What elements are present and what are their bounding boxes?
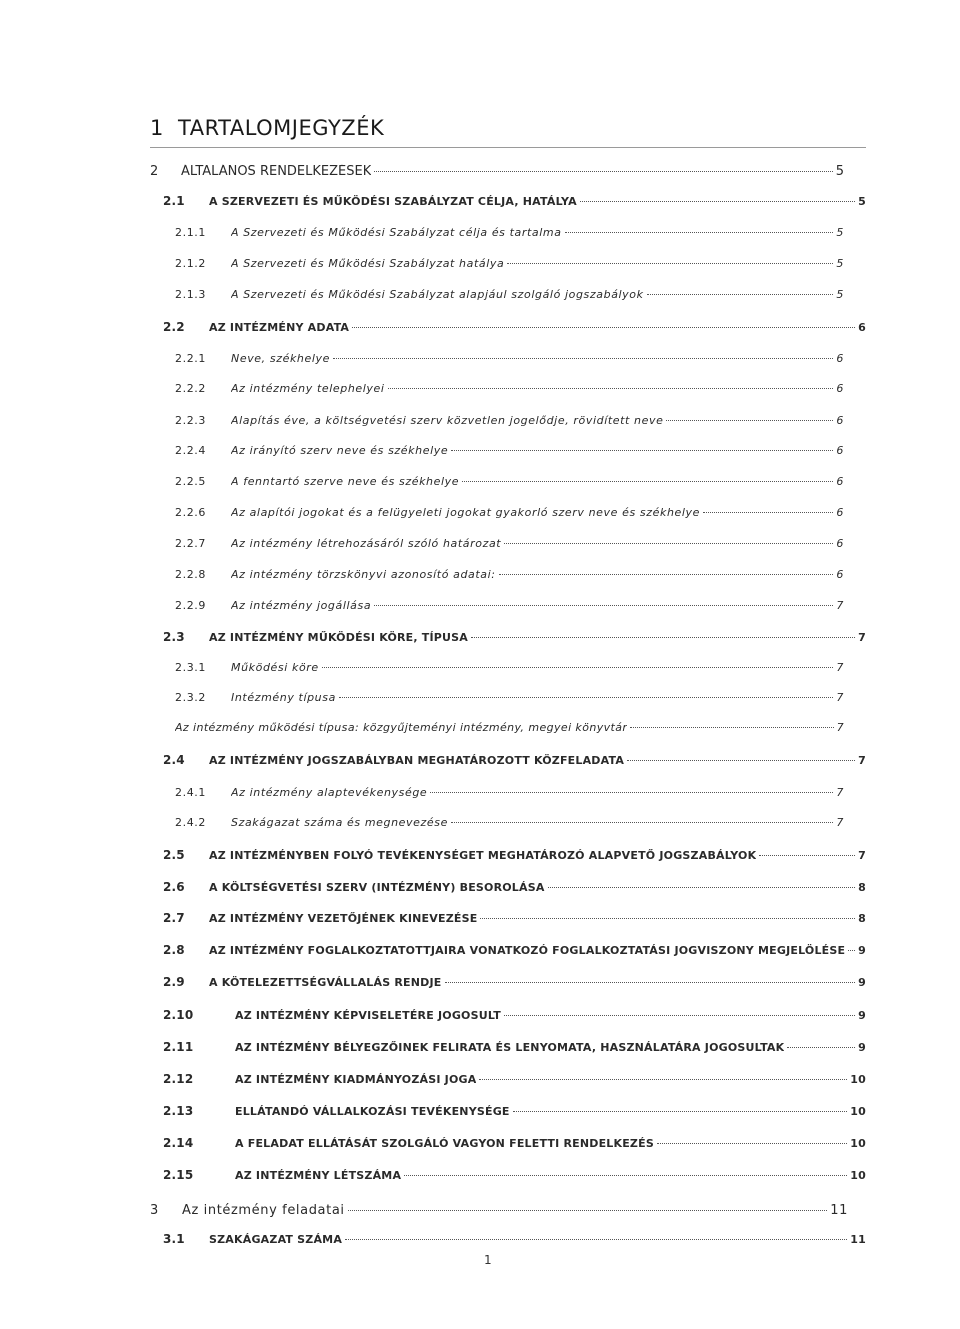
toc-page: 11 xyxy=(830,1203,848,1218)
toc-title: ÁLTALÁNOS RENDELKEZÉSEK xyxy=(181,164,372,179)
toc-title: A FELADAT ELLÁTÁSÁT SZOLGÁLÓ VAGYON FELETTI RENDELKEZÉS xyxy=(235,1137,654,1150)
toc-number: 2.2.3 xyxy=(175,414,206,427)
toc-number: 2.13 xyxy=(163,1104,194,1118)
page-number: 1 xyxy=(484,1253,492,1267)
toc-title: AZ INTÉZMÉNY ADATA xyxy=(209,321,350,334)
toc-leader xyxy=(430,792,833,793)
toc-page: 10 xyxy=(850,1137,866,1150)
toc-leader xyxy=(666,420,833,421)
toc-title: A SZERVEZETI ÉS MŰKÖDÉSI SZABÁLYZAT CÉLJA, HATÁLYA xyxy=(209,195,577,208)
title-text: TARTALOMJEGYZÉK xyxy=(178,116,385,140)
toc-page: 6 xyxy=(836,568,844,581)
toc-number: 2.8 xyxy=(163,943,185,957)
toc-entry[interactable] xyxy=(175,226,844,239)
toc-leader xyxy=(462,481,833,482)
toc-entry[interactable] xyxy=(163,911,866,925)
toc-number: 3 xyxy=(150,1203,159,1218)
toc-leader xyxy=(647,294,834,295)
toc-number: 2.3.1 xyxy=(175,661,206,674)
toc-leader xyxy=(374,171,832,172)
toc-leader xyxy=(507,263,833,264)
toc-number: 2.2.9 xyxy=(175,599,206,612)
toc-leader xyxy=(565,232,834,233)
toc-title: Az intézmény feladatai xyxy=(182,1203,345,1218)
toc-page: 11 xyxy=(850,1233,866,1246)
toc-entry[interactable] xyxy=(163,1168,866,1182)
toc-entry[interactable] xyxy=(163,753,866,767)
toc-entry[interactable] xyxy=(175,288,844,301)
toc-title: Szakágazat száma és megnevezése xyxy=(231,816,448,829)
toc-title: ELLÁTANDÓ VÁLLALKOZÁSI TEVÉKENYSÉGE xyxy=(235,1105,510,1118)
toc-entry[interactable] xyxy=(175,786,844,799)
toc-entry[interactable] xyxy=(163,630,866,644)
toc-number: 2.14 xyxy=(163,1136,194,1150)
toc-title: AZ INTÉZMÉNY VEZETŐJÉNEK KINEVEZÉSE xyxy=(209,912,478,925)
toc-leader xyxy=(445,982,856,983)
toc-number: 3.1 xyxy=(163,1232,185,1246)
toc-entry[interactable] xyxy=(163,1232,866,1246)
toc-number: 2.10 xyxy=(163,1008,194,1022)
toc-entry[interactable] xyxy=(175,816,844,829)
toc-number: 2.6 xyxy=(163,880,185,894)
toc-entry[interactable] xyxy=(175,414,844,427)
toc-leader xyxy=(630,727,833,728)
toc-title: A Szervezeti és Működési Szabályzat alapjául szolgáló jogszabályok xyxy=(231,288,644,301)
toc-entry[interactable] xyxy=(175,506,844,519)
toc-page: 6 xyxy=(836,414,844,427)
toc-title: AZ INTÉZMÉNY BÉLYEGZŐINEK FELIRATA ÉS LENYOMATA, HASZNÁLATÁRA JOGOSULTAK xyxy=(235,1041,785,1054)
toc-entry[interactable] xyxy=(163,1072,866,1086)
toc-number: 2.2.1 xyxy=(175,352,206,365)
toc-entry[interactable] xyxy=(175,382,844,395)
toc-number: 2.4.1 xyxy=(175,786,206,799)
toc-title: Az intézmény jogállása xyxy=(231,599,372,612)
toc-number: 2.2.8 xyxy=(175,568,206,581)
toc-page: 8 xyxy=(858,881,866,894)
toc-leader xyxy=(627,760,855,761)
toc-number: 2.2 xyxy=(163,320,185,334)
toc-leader xyxy=(471,637,855,638)
toc-page: 8 xyxy=(858,912,866,925)
toc-leader xyxy=(513,1111,848,1112)
toc-leader xyxy=(504,543,833,544)
toc-page: 10 xyxy=(850,1105,866,1118)
toc-leader xyxy=(499,574,834,575)
toc-title: Az intézmény telephelyei xyxy=(231,382,385,395)
page-title xyxy=(150,116,384,140)
toc-title: AZ INTÉZMÉNY LÉTSZÁMA xyxy=(235,1169,402,1182)
toc-number: 2 xyxy=(150,164,159,179)
toc-entry[interactable] xyxy=(175,475,844,488)
toc-entry[interactable] xyxy=(175,661,844,674)
toc-number: 2.1.1 xyxy=(175,226,206,239)
toc-title: Az irányító szerv neve és székhelye xyxy=(231,444,449,457)
toc-page: 7 xyxy=(836,691,844,704)
toc-page: 6 xyxy=(858,321,866,334)
toc-page: 5 xyxy=(835,164,844,179)
toc-entry[interactable] xyxy=(163,848,866,862)
toc-page: 10 xyxy=(850,1073,866,1086)
toc-leader xyxy=(374,605,833,606)
toc-title: A Szervezeti és Működési Szabályzat célja és tartalma xyxy=(231,226,562,239)
toc-title: AZ INTÉZMÉNYBEN FOLYÓ TEVÉKENYSÉGET MEGHATÁROZÓ ALAPVETŐ JOGSZABÁLYOK xyxy=(209,849,757,862)
toc-page: 10 xyxy=(850,1169,866,1182)
toc-number: 2.3 xyxy=(163,630,185,644)
title-number: 1 xyxy=(150,116,164,140)
toc-leader xyxy=(480,918,855,919)
toc-title: AZ INTÉZMÉNY MŰKÖDÉSI KÖRE, TÍPUSA xyxy=(209,631,469,644)
toc-title: Alapítás éve, a költségvetési szerv közvetlen jogelődje, rövidített neve xyxy=(231,414,664,427)
toc-leader xyxy=(479,1079,847,1080)
toc-leader xyxy=(759,855,855,856)
toc-number: 2.2.2 xyxy=(175,382,206,395)
title-underline xyxy=(150,147,866,148)
toc-number: 2.4.2 xyxy=(175,816,206,829)
toc-entry[interactable] xyxy=(175,352,844,365)
toc-number: 2.1 xyxy=(163,194,185,208)
toc-page: 5 xyxy=(858,195,866,208)
toc-leader xyxy=(451,822,833,823)
toc-number: 2.3.2 xyxy=(175,691,206,704)
toc-title: A KÖLTSÉGVETÉSI SZERV (INTÉZMÉNY) BESOROLÁSA xyxy=(209,881,545,894)
toc-page: 7 xyxy=(836,816,844,829)
toc-number: 2.5 xyxy=(163,848,185,862)
toc-title: Intézmény típusa xyxy=(231,691,336,704)
toc-leader xyxy=(404,1175,847,1176)
toc-title: A Szervezeti és Működési Szabályzat hatálya xyxy=(231,257,505,270)
toc-leader xyxy=(848,950,855,951)
toc-title: Működési köre xyxy=(231,661,319,674)
toc-title: Neve, székhelye xyxy=(231,352,330,365)
toc-entry[interactable] xyxy=(175,721,844,734)
toc-number: 2.1.2 xyxy=(175,257,206,270)
toc-number: 2.7 xyxy=(163,911,185,925)
toc-entry[interactable] xyxy=(163,1104,866,1118)
toc-title: Az intézmény törzskönyvi azonosító adatai: xyxy=(231,568,496,581)
toc-leader xyxy=(580,201,855,202)
toc-page: 5 xyxy=(836,288,844,301)
toc-entry[interactable] xyxy=(163,880,866,894)
toc-entry[interactable] xyxy=(163,194,866,208)
toc-page: 7 xyxy=(836,786,844,799)
toc-number: 2.12 xyxy=(163,1072,194,1086)
toc-leader xyxy=(703,512,833,513)
toc-number: 2.11 xyxy=(163,1040,194,1054)
toc-number: 2.2.4 xyxy=(175,444,206,457)
toc-page: 6 xyxy=(836,352,844,365)
toc-title: AZ INTÉZMÉNY KIADMÁNYOZÁSI JOGA xyxy=(235,1073,477,1086)
toc-page: 7 xyxy=(836,721,844,734)
toc-entry[interactable] xyxy=(150,164,844,179)
toc-title: SZAKÁGAZAT SZÁMA xyxy=(209,1233,343,1246)
toc-page: 7 xyxy=(858,754,866,767)
toc-page: 5 xyxy=(836,226,844,239)
toc-title: AZ INTÉZMÉNY FOGLALKOZTATOTTJAIRA VONATKOZÓ FOGLALKOZTATÁSI JOGVISZONY MEGJELÖLÉSE xyxy=(209,944,846,957)
toc-entry[interactable] xyxy=(163,320,866,334)
toc-title: A fenntartó szerve neve és székhelye xyxy=(231,475,460,488)
toc-title: Az alapítói jogokat és a felügyeleti jogokat gyakorló szerv neve és székhelye xyxy=(231,506,701,519)
toc-leader xyxy=(504,1015,855,1016)
toc-number: 2.4 xyxy=(163,753,185,767)
toc-leader xyxy=(548,887,856,888)
toc-title: Az intézmény létrehozásáról szóló határozat xyxy=(231,537,502,550)
toc-number: 2.2.7 xyxy=(175,537,206,550)
toc-title: AZ INTÉZMÉNY JOGSZABÁLYBAN MEGHATÁROZOTT KÖZFELADATA xyxy=(209,754,625,767)
toc-number: 2.2.6 xyxy=(175,506,206,519)
toc-page: 9 xyxy=(858,1041,866,1054)
toc-page: 6 xyxy=(836,444,844,457)
toc-page: 6 xyxy=(836,537,844,550)
toc-number: 2.15 xyxy=(163,1168,194,1182)
toc-number: 2.9 xyxy=(163,975,185,989)
toc-entry[interactable] xyxy=(175,568,844,581)
toc-entry[interactable] xyxy=(175,691,844,704)
toc-leader xyxy=(657,1143,847,1144)
toc-leader xyxy=(451,450,833,451)
toc-entry[interactable] xyxy=(175,444,844,457)
toc-leader xyxy=(322,667,834,668)
toc-page: 7 xyxy=(836,661,844,674)
toc-page: 5 xyxy=(836,257,844,270)
toc-leader xyxy=(339,697,833,698)
toc-page: 9 xyxy=(858,1009,866,1022)
toc-entry[interactable] xyxy=(175,537,844,550)
toc-page: 7 xyxy=(858,631,866,644)
toc-entry[interactable] xyxy=(150,1203,848,1218)
toc-page: 9 xyxy=(858,976,866,989)
toc-page: 6 xyxy=(836,382,844,395)
toc-number: 2.1.3 xyxy=(175,288,206,301)
toc-entry[interactable] xyxy=(175,257,844,270)
toc-leader xyxy=(345,1239,847,1240)
toc-leader xyxy=(787,1047,855,1048)
toc-title: AZ INTÉZMÉNY KÉPVISELETÉRE JOGOSULT xyxy=(235,1009,501,1022)
toc-page: 7 xyxy=(836,599,844,612)
toc-page: 7 xyxy=(858,849,866,862)
toc-entry[interactable] xyxy=(175,599,844,612)
toc-leader xyxy=(352,327,855,328)
toc-entry[interactable] xyxy=(163,1008,866,1022)
toc-entry[interactable] xyxy=(163,943,866,957)
toc-title: Az intézmény működési típusa: közgyűjteményi intézmény, megyei könyvtár xyxy=(175,721,628,734)
toc-page: 6 xyxy=(836,475,844,488)
toc-leader xyxy=(333,358,833,359)
toc-page: 9 xyxy=(858,944,866,957)
toc-title: A KÖTELEZETTSÉGVÁLLALÁS RENDJE xyxy=(209,976,442,989)
toc-leader xyxy=(388,388,834,389)
toc-entry[interactable] xyxy=(163,975,866,989)
toc-title: Az intézmény alaptevékenysége xyxy=(231,786,428,799)
toc-leader xyxy=(348,1210,828,1211)
toc-entry[interactable] xyxy=(163,1040,866,1054)
toc-number: 2.2.5 xyxy=(175,475,206,488)
toc-page: 6 xyxy=(836,506,844,519)
toc-entry[interactable] xyxy=(163,1136,866,1150)
